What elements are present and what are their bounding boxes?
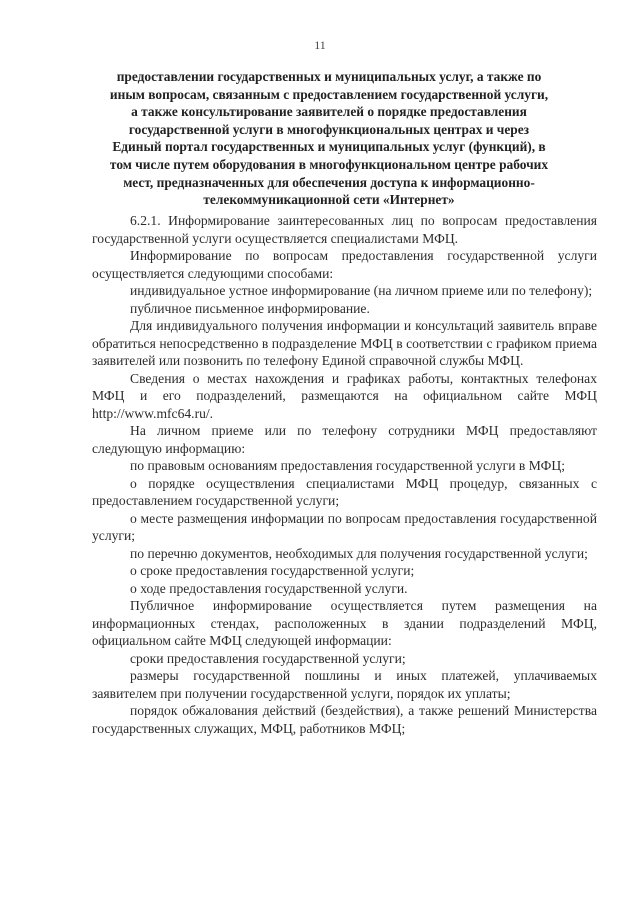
heading-line: телекоммуникационной сети «Интернет» (203, 192, 455, 208)
paragraph: о порядке осуществления специалистами МФЦ процедур, связанных с предоставлением государственной услуги; (92, 475, 597, 508)
paragraph: индивидуальное устное информирование (на личном приеме или по телефону); (130, 283, 593, 298)
paragraph: Для индивидуального получения информации и консультаций заявитель вправе обратиться непосредственно в подразделение МФЦ в соответствии с графиком приема заявителей или позвонить по телефону Единой справочной службы МФЦ. (92, 318, 597, 368)
paragraph: публичное письменное информирование. (130, 300, 370, 316)
body-text (92, 212, 597, 737)
heading-line: мест, предназначенных для обеспечения доступа к информационно- (123, 174, 535, 190)
paragraph: На личном приеме или по телефону сотрудники МФЦ предоставляют следующую информацию: (92, 423, 597, 456)
paragraph: о месте размещения информации по вопросам предоставления государственной услуги; (92, 510, 597, 543)
heading-line: предоставлении государственных и муниципальных услуг, а также по (116, 69, 542, 84)
heading-line: иным вопросам, связанным с предоставлением государственной услуги, (109, 86, 549, 102)
paragraph: по правовым основаниям предоставления государственной услуги в МФЦ; (130, 458, 565, 473)
paragraph: Информирование по вопросам предоставления государственной услуги осуществляется следующими способами: (92, 248, 597, 281)
heading-line: а также консультирование заявителей о порядке предоставления (131, 104, 527, 120)
paragraph: порядок обжалования действий (бездействия), а также решений Министерства государственных служащих, МФЦ, работников МФЦ; (92, 703, 597, 736)
heading-line: государственной услуги в многофункциональных центрах и через (128, 121, 530, 137)
paragraph: Сведения о местах нахождения и графиках работы, контактных телефонах МФЦ и его подразделений, размещаются на официальном сайте МФЦ http://www.mfc64.ru/. (92, 370, 597, 421)
paragraph: Публичное информирование осуществляется путем размещения на информационных стендах, расположенных в здании подразделений МФЦ, официальном сайте МФЦ следующей информации: (92, 598, 597, 648)
heading-line: том числе путем оборудования в многофункциональном центре рабочих (109, 156, 549, 172)
section-heading (82, 68, 576, 209)
paragraph: по перечню документов, необходимых для получения государственной услуги; (130, 545, 588, 561)
paragraph: сроки предоставления государственной услуги; (130, 650, 406, 666)
paragraph: размеры государственной пошлины и иных платежей, уплачиваемых заявителем при получении государственной услуги, порядок их уплаты; (92, 668, 597, 701)
heading-line: Единый портал государственных и муниципальных услуг (функций), в (112, 139, 546, 155)
page-number: 11 (314, 38, 326, 52)
paragraph: 6.2.1. Информирование заинтересованных лиц по вопросам предоставления государственной услуги осуществляется специалистами МФЦ. (92, 213, 597, 246)
paragraph: о ходе предоставления государственной услуги. (130, 580, 408, 596)
paragraph: о сроке предоставления государственной услуги; (130, 563, 415, 578)
